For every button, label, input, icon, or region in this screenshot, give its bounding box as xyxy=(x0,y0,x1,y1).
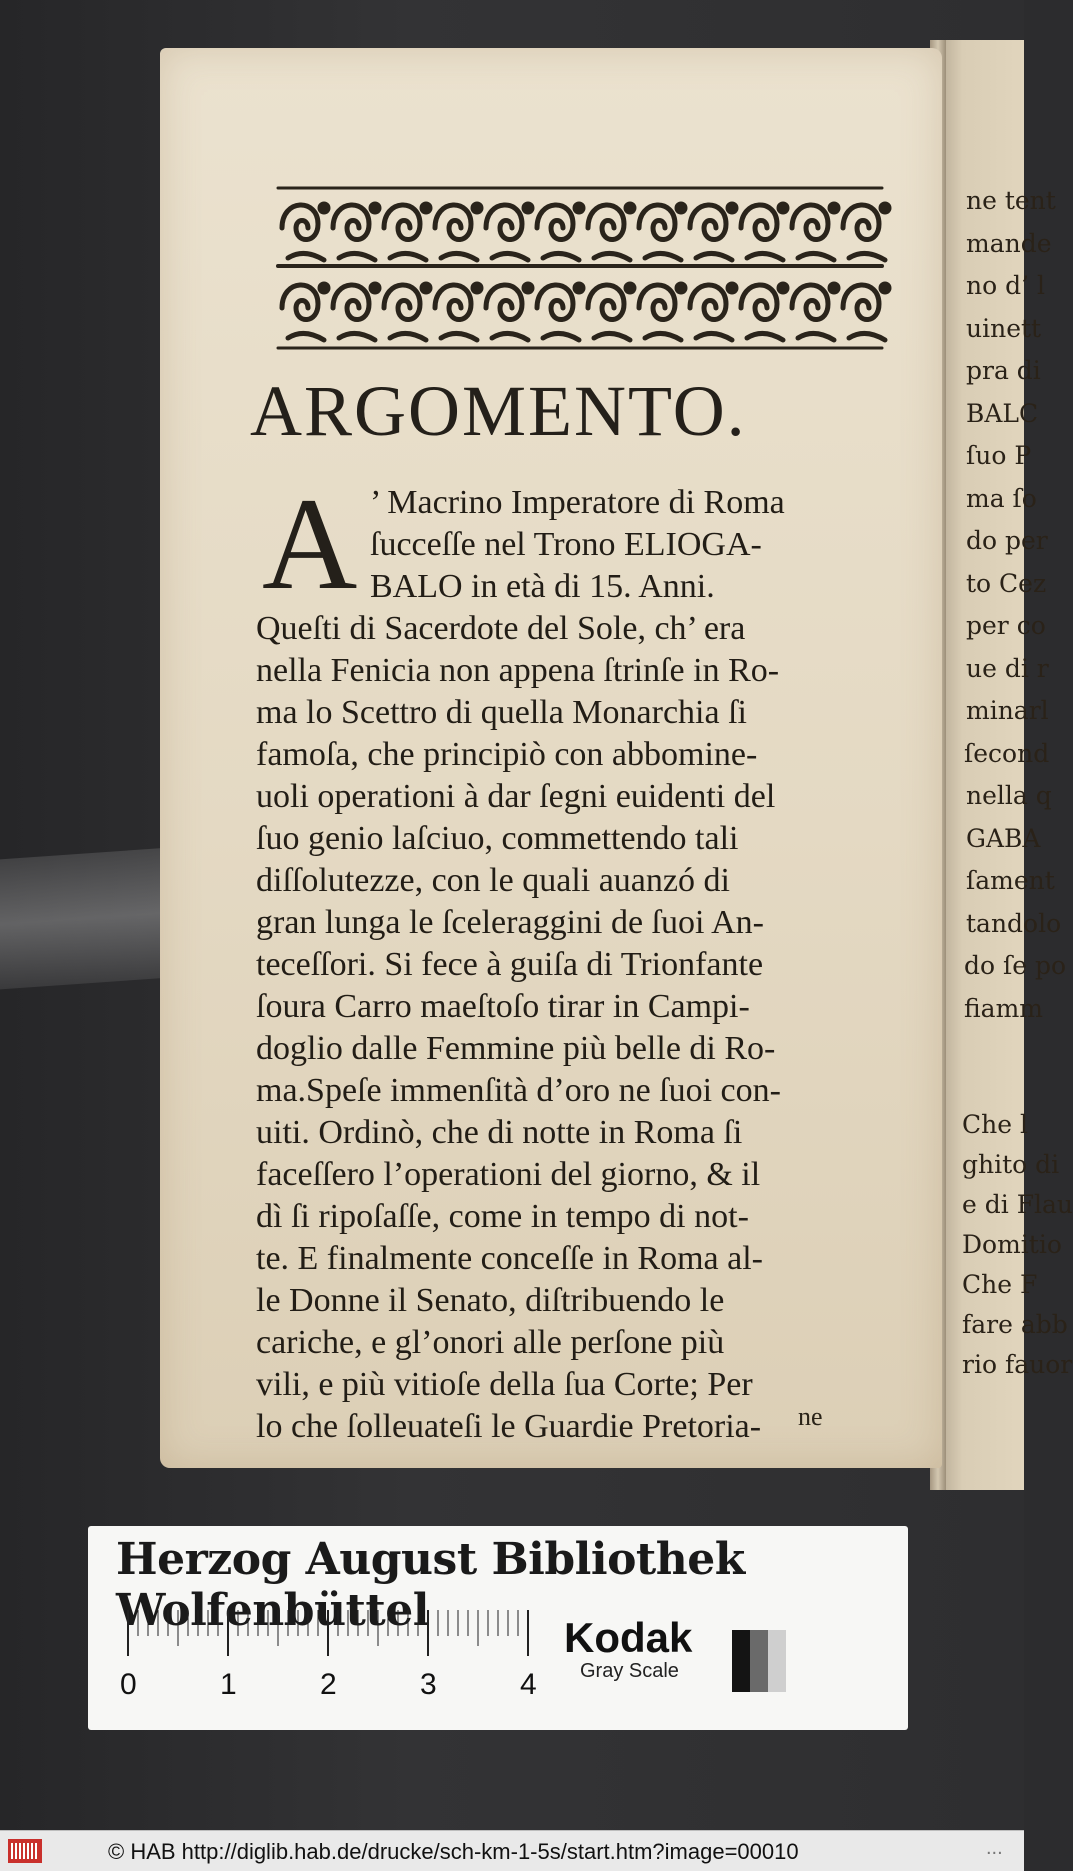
ornament-dot xyxy=(830,284,838,292)
ornament-dot xyxy=(422,204,430,212)
more-options-icon[interactable]: ... xyxy=(986,1837,1003,1859)
adjacent-text-line: pra di xyxy=(966,356,1041,385)
adjacent-text-line: rio fauor xyxy=(962,1350,1073,1379)
ornament-motif xyxy=(843,285,885,340)
ornament-dot xyxy=(626,284,634,292)
ornament-dot xyxy=(677,204,685,212)
ornament-motif xyxy=(588,285,630,340)
ornament-dot xyxy=(881,284,889,292)
adjacent-text-line: Che l xyxy=(962,1110,1028,1139)
adjacent-text-line: do ſe po xyxy=(964,951,1067,980)
ornament-dot xyxy=(779,284,787,292)
adjacent-text-line: uinett xyxy=(966,313,1042,343)
ornament-motif xyxy=(639,205,681,260)
ornament-motif xyxy=(537,205,579,260)
ornament-dot xyxy=(473,204,481,212)
adjacent-text-line: GABA xyxy=(966,823,1041,853)
adjacent-text-line: tandolo xyxy=(966,908,1062,938)
ornament-dot xyxy=(371,284,379,292)
adjacent-text-line: mande xyxy=(966,228,1052,258)
ornament-motif xyxy=(639,285,681,340)
ornament-motif xyxy=(333,205,375,260)
ornament-dot xyxy=(881,204,889,212)
adjacent-text-line: no d’ l xyxy=(966,271,1045,300)
gray-swatch xyxy=(732,1630,750,1692)
hab-logo-icon xyxy=(8,1839,42,1863)
ornament-motif xyxy=(537,285,579,340)
ornament-dot xyxy=(830,204,838,212)
adjacent-text-line: nella q xyxy=(966,781,1052,810)
adjacent-text-line: ſecond xyxy=(964,738,1050,768)
text-line: lo che ſolleuateſi le Guardie Pretoria- xyxy=(256,1408,762,1445)
text-line: gran lunga le ſceleraggini de ſuoi An- xyxy=(256,904,764,941)
ornament-dot xyxy=(524,204,532,212)
ruler-number: 2 xyxy=(320,1668,337,1701)
ornament-motif xyxy=(741,205,783,260)
ornament-motif xyxy=(384,285,426,340)
text-line: faceſſero l’operationi del giorno, & il xyxy=(256,1156,761,1193)
adjacent-text-line: ue di r xyxy=(966,653,1049,683)
ornament-dot xyxy=(728,204,736,212)
gray-swatch xyxy=(750,1630,768,1692)
ornament-dot xyxy=(422,284,430,292)
catchword: ne xyxy=(798,1402,823,1431)
ornament-motif xyxy=(486,205,528,260)
ruler-number: 3 xyxy=(420,1668,437,1701)
ruler-number: 0 xyxy=(120,1668,137,1701)
ornament-dot xyxy=(626,204,634,212)
ornament-dot xyxy=(575,204,583,212)
ornament-dot xyxy=(728,284,736,292)
ornament-motif xyxy=(588,205,630,260)
ornament-motif xyxy=(690,285,732,340)
text-line: nella Fenicia non appena ſtrinſe in Ro- xyxy=(256,652,780,689)
adjacent-text-line: ghito di xyxy=(962,1150,1060,1179)
adjacent-text-line: BALC xyxy=(966,398,1039,428)
text-line: le Donne il Senato, diſtribuendo le xyxy=(256,1282,725,1319)
ornament-motif xyxy=(843,205,885,260)
decorative-ornament-band xyxy=(274,178,886,358)
text-line: dì ſi ripoſaſſe, come in tempo di not- xyxy=(256,1198,749,1235)
text-line: doglio dalle Femmine più belle di Ro- xyxy=(256,1030,776,1067)
text-line: ſucceſſe nel Trono ELIOGA- xyxy=(370,526,762,563)
adjacent-text-line: ſament xyxy=(966,866,1055,895)
page-heading: ARGOMENTO. xyxy=(250,371,747,451)
adjacent-text-line: ſuo P xyxy=(966,441,1032,470)
card-title: Herzog August Bibliothek Wolfenbüttel xyxy=(116,1534,745,1636)
ornament-motif xyxy=(486,285,528,340)
ornament-motif xyxy=(333,285,375,340)
adjacent-text-line: ma ſo xyxy=(966,483,1037,513)
ornament-dot xyxy=(320,204,328,212)
ruler-scale xyxy=(118,1606,558,1716)
text-line: teceſſori. Si fece à guiſa di Trionfante xyxy=(256,946,764,983)
ornament-motif xyxy=(792,205,834,260)
adjacent-text-line: per co xyxy=(966,611,1046,640)
ornament-motif xyxy=(435,205,477,260)
text-line: ma lo Scettro di quella Monarchia ſi xyxy=(256,694,747,731)
adjacent-text-line: fare abb xyxy=(962,1310,1068,1339)
color-calibration-card xyxy=(88,1526,908,1730)
ornament-motif xyxy=(435,285,477,340)
text-line: cariche, e gl’onori alle perſone più xyxy=(256,1324,725,1361)
ornament-dot xyxy=(677,284,685,292)
ornament-dot xyxy=(320,284,328,292)
text-line: vili, e più vitioſe della ſua Corte; Per xyxy=(256,1366,753,1403)
text-line: ſuo genio laſciuo, commettendo tali xyxy=(256,820,739,857)
adjacent-text-line: ne tent xyxy=(966,186,1056,215)
ornament-motif xyxy=(282,285,324,340)
text-line: ma.Speſe immenſità d’oro ne ſuoi con- xyxy=(256,1072,781,1109)
ornament-motif xyxy=(792,285,834,340)
gray-scale-label: Gray Scale xyxy=(580,1660,679,1682)
ornament-dot xyxy=(524,284,532,292)
text-line: famoſa, che principiò con abbomine- xyxy=(256,736,758,773)
adjacent-text-line: fiamm xyxy=(964,993,1043,1023)
adjacent-text-line: e di Flau xyxy=(962,1190,1073,1219)
footer-bar xyxy=(0,1830,1024,1871)
text-line: te. E finalmente conceſſe in Roma al- xyxy=(256,1240,763,1277)
text-line: ’ Macrino Imperatore di Roma xyxy=(370,484,785,521)
adjacent-text-line: Che F xyxy=(962,1270,1038,1299)
adjacent-text-line: Domitio xyxy=(962,1230,1062,1259)
ornament-dot xyxy=(473,284,481,292)
adjacent-text-line: minarl xyxy=(966,696,1049,725)
ornament-dot xyxy=(575,284,583,292)
text-line: BALO in età di 15. Anni. xyxy=(370,568,715,605)
adjacent-page xyxy=(942,40,1073,1490)
text-line: diſſolutezze, con le quali auanzó di xyxy=(256,862,730,899)
gray-swatch xyxy=(768,1630,786,1692)
adjacent-text-line: do per xyxy=(966,526,1048,555)
ornament-motif xyxy=(741,285,783,340)
kodak-logo-text: Kodak xyxy=(564,1614,693,1661)
footer-url[interactable]: © HAB http://diglib.hab.de/drucke/sch-km-1-5s/start.htm?image=00010 xyxy=(108,1839,799,1864)
ornament-dot xyxy=(779,204,787,212)
ornament-motif xyxy=(690,205,732,260)
ornament-motif xyxy=(282,205,324,260)
drop-cap: A xyxy=(262,470,358,617)
ruler-number: 4 xyxy=(520,1668,537,1701)
ornament-dot xyxy=(371,204,379,212)
ruler-number: 1 xyxy=(220,1668,237,1701)
adjacent-text-line: to Cez xyxy=(966,568,1047,598)
text-line: uoli operationi à dar ſegni euidenti del xyxy=(256,778,776,815)
text-line: Queſti di Sacerdote del Sole, ch’ era xyxy=(256,610,746,647)
ornament-motif xyxy=(384,205,426,260)
text-line: uiti. Ordinò, che di notte in Roma ſi xyxy=(256,1114,743,1151)
text-line: ſoura Carro maeſtoſo tirar in Campi- xyxy=(256,988,750,1025)
